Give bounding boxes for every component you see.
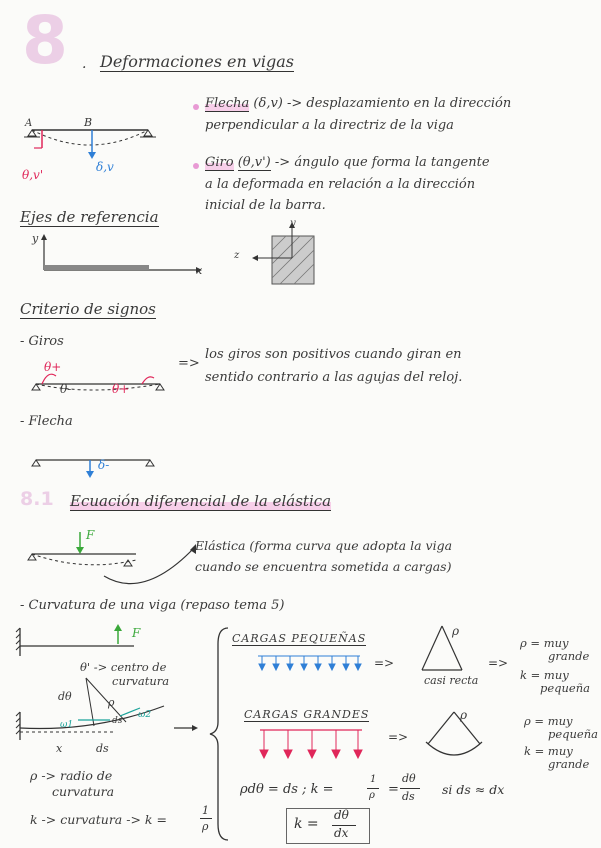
section-y-label: y — [290, 218, 296, 229]
k-small-2: pequeña — [540, 681, 591, 695]
k-big-1: k = muy — [524, 744, 573, 758]
giro-text-1: -> ángulo que forma la tangente — [274, 155, 490, 170]
equation-condition: si ds ≈ dx — [442, 782, 505, 797]
rho-very-big-1: ρ = muy — [520, 636, 569, 650]
rho-definition-1: ρ -> radio de — [30, 768, 113, 783]
equation-equals: = — [388, 782, 399, 797]
equation-1-numerator: 1 — [370, 774, 377, 785]
flecha-line-1 — [205, 96, 511, 111]
beam-deflection-diagram — [20, 112, 190, 192]
large-loads-rho-label: ρ — [460, 708, 468, 722]
w2-label: ω2 — [138, 710, 152, 720]
giros-label: - Giros — [20, 334, 64, 349]
delta-v-label: δ,v — [96, 160, 114, 174]
flecha-symbol: (δ,v) — [253, 96, 283, 111]
boxed-numerator: dθ — [334, 808, 349, 822]
small-loads-arrows — [256, 652, 366, 676]
w1-label: ω1 — [60, 720, 74, 730]
centre-text-2: curvatura — [112, 674, 170, 688]
section-z-label: z — [234, 250, 240, 261]
boxed-k: k = — [294, 816, 319, 832]
reference-axes-title: Ejes de referencia — [20, 208, 159, 226]
flecha-text-1: -> desplazamiento en la dirección — [287, 96, 512, 111]
bullet-flecha — [193, 104, 199, 110]
giros-arrow: => — [178, 356, 200, 371]
large-loads-arrows — [258, 726, 368, 766]
giro-text-3: inicial de la barra. — [205, 198, 326, 213]
equation-1-denominator: ρ — [369, 790, 375, 801]
k-big-2: grande — [548, 757, 590, 771]
large-loads-arrow: => — [388, 730, 409, 744]
rho-definition-2: curvatura — [52, 784, 115, 799]
k-def-denominator: ρ — [202, 820, 209, 833]
beam-label-b: B — [84, 116, 93, 129]
rho-very-big-2: grande — [548, 649, 590, 663]
k-small-1: k = muy — [520, 668, 569, 682]
cantilever-force: F — [132, 626, 141, 640]
theta-v-label: θ,v' — [22, 168, 44, 182]
small-loads-triangle — [416, 620, 476, 680]
centre-text-1: θ' -> centro de — [80, 660, 167, 674]
small-loads-rho-label: ρ — [452, 624, 460, 638]
giro-text-2: a la deformada en relación a la dirección — [205, 177, 476, 192]
ds-label: ds — [96, 742, 109, 755]
section-title: Ecuación diferencial de la elástica — [70, 492, 332, 510]
sign-criteria-title: Criterio de signos — [20, 300, 156, 318]
elastica-force: F — [86, 528, 95, 542]
elastica-text-1: Elástica (forma curva que adopta la viga — [195, 538, 453, 553]
chapter-number: 8 — [22, 2, 68, 79]
section-number: 8.1 — [20, 488, 54, 510]
x-label: x — [56, 742, 63, 755]
rho-small-2: pequeña — [548, 727, 599, 741]
cross-section-diagram — [250, 220, 330, 290]
equation-2-denominator: ds — [402, 790, 415, 803]
chapter-dot: . — [82, 56, 87, 72]
small-result-arrow: => — [488, 656, 509, 670]
chapter-title: Deformaciones en vigas — [100, 52, 294, 71]
elastica-text-2: cuando se encuentra sometida a cargas) — [195, 559, 452, 574]
ds-small-label: ds — [112, 716, 123, 726]
flecha-term: Flecha — [205, 96, 250, 111]
bullet-giro — [193, 163, 199, 169]
equation-1-fraction-bar — [367, 788, 379, 789]
equation-2-fraction-bar — [400, 788, 420, 789]
giro-term: Giro — [205, 155, 234, 170]
large-loads-arc — [420, 706, 490, 766]
boxed-denominator: dx — [334, 826, 349, 840]
theta-plus-1: θ+ — [44, 360, 62, 374]
rho-label: ρ — [108, 696, 115, 709]
delta-minus: δ- — [98, 458, 110, 472]
flecha-label: - Flecha — [20, 414, 73, 429]
dtheta-label: dθ — [58, 690, 72, 703]
giros-text-2: sentido contrario a las agujas del reloj. — [205, 370, 463, 385]
axis-x-label: x — [196, 264, 203, 277]
small-loads-title: CARGAS PEQUEÑAS — [232, 632, 367, 645]
casi-recta: casi recta — [424, 674, 479, 687]
elastica-diagram — [24, 528, 224, 598]
equation-2-numerator: dθ — [402, 772, 416, 785]
flecha-beam-diagram — [30, 444, 160, 484]
giros-text-1: los giros son positivos cuando giran en — [205, 347, 462, 362]
beam-label-a: A — [25, 118, 33, 129]
k-definition: k -> curvatura -> k = — [30, 812, 167, 827]
flecha-text-2: perpendicular a la directriz de la viga — [205, 118, 454, 133]
equation-1: ρdθ = ds ; k = — [240, 782, 334, 797]
k-def-numerator: 1 — [202, 804, 209, 817]
reference-axes-diagram — [30, 232, 210, 282]
rho-small-1: ρ = muy — [524, 714, 573, 728]
theta-plus-2: θ+ — [112, 382, 130, 396]
giro-line-1 — [205, 155, 490, 170]
curly-brace — [206, 624, 236, 844]
theta-minus: θ- — [60, 382, 72, 396]
curvature-title: - Curvatura de una viga (repaso tema 5) — [20, 598, 285, 613]
large-loads-title: CARGAS GRANDES — [244, 708, 370, 721]
axis-y-label: y — [32, 232, 39, 245]
small-loads-arrow: => — [374, 656, 395, 670]
giro-symbol: (θ,v') — [237, 155, 271, 170]
